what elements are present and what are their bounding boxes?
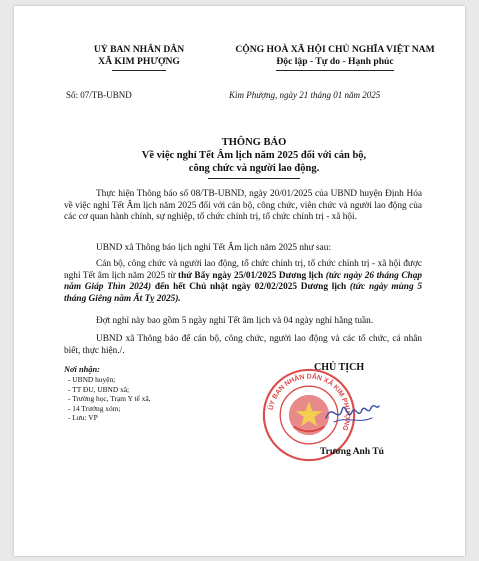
title-subject-2: công chức và người lao động. [188,163,320,174]
recipient-item: - Lưu: VP [68,413,98,423]
nation-line-1: CỘNG HOÀ XÃ HỘI CHỦ NGHĨA VIỆT NAM [235,44,435,55]
recipient-item: - UBND huyện; [68,375,116,384]
handwritten-signature [324,394,380,428]
paragraph-closing: UBND xã Thông báo để cán bộ, công chức, người lao động và các tổ chức, cá nhân biết, thực hiện./. [64,334,422,356]
signer-title: CHỦ TỊCH [314,362,365,373]
recipient-item: - Trường học, Trạm Y tế xã, [68,394,151,404]
org-line-1: UỶ BAN NHÂN DÂN [93,44,185,55]
document-number: Số: 07/TB-UBND [66,90,132,100]
recipient-item: - 14 Trưởng xóm; [68,403,121,413]
schedule-end-lunar: (tức ngày mùng 5 tháng Giêng năm Ất Tỵ 2025). [64,282,422,304]
stamp-text: ỦY BAN NHÂN DÂN XÃ KIM PHƯỢNG [267,373,351,432]
recipients-list [68,375,151,423]
recipient-item: - TT ĐU, UBND xã; [68,384,130,394]
org-line-2: XÃ KIM PHƯỢNG [98,56,180,67]
paragraph-schedule [64,259,422,305]
place-date: Kim Phượng, ngày 21 tháng 01 năm 2025 [229,90,381,100]
schedule-end-date: đến hết Chủ nhật ngày 02/02/2025 Dương lịch [151,282,347,292]
title-underline [208,178,300,179]
schedule-text: Cán bộ, công chức và người lao động, tổ chức chính trị, tổ chức chính trị - xã hội được nghỉ Tết âm lịch năm 2025 từ [64,259,422,281]
nation-line-2: Độc lập - Tự do - Hạnh phúc [276,56,394,67]
motto-underline [276,70,394,71]
title-heading: THÔNG BÁO [221,137,287,148]
title-subject-1: Về việc nghỉ Tết Âm lịch năm 2025 đối với cán bộ, [141,150,367,161]
notice-title [109,136,399,175]
paragraph-summary: Đợt nghỉ này bao gồm 5 ngày nghỉ Tết âm lịch và 04 ngày nghỉ hằng tuần. [96,316,374,326]
issuing-organization [64,44,214,68]
org-underline [112,70,166,71]
schedule-start-date: thứ Bẩy ngày 25/01/2025 Dương lịch [178,270,324,281]
signer-name: Trương Anh Tú [320,447,384,457]
document-page [14,6,465,556]
paragraph-intro: UBND xã Thông báo lịch nghỉ Tết Âm lịch năm 2025 như sau: [96,243,332,253]
schedule-start-lunar: (tức ngày 26 tháng Chạp năm Giáp Thìn 2024) [64,270,423,292]
recipients-label: Nơi nhận: [64,365,100,374]
national-motto [210,44,460,68]
paragraph-basis: Thực hiện Thông báo số 08/TB-UBND, ngày 20/01/2025 của UBND huyện Định Hóa về việc nghỉ Tết Âm lịch năm 2025 đối với cán bộ, công chức, viên chức và người lao động của các cơ quan hành chính, sự nghiệp, tổ chức chính trị, tổ chức chính trị - xã hội. [64,189,422,222]
